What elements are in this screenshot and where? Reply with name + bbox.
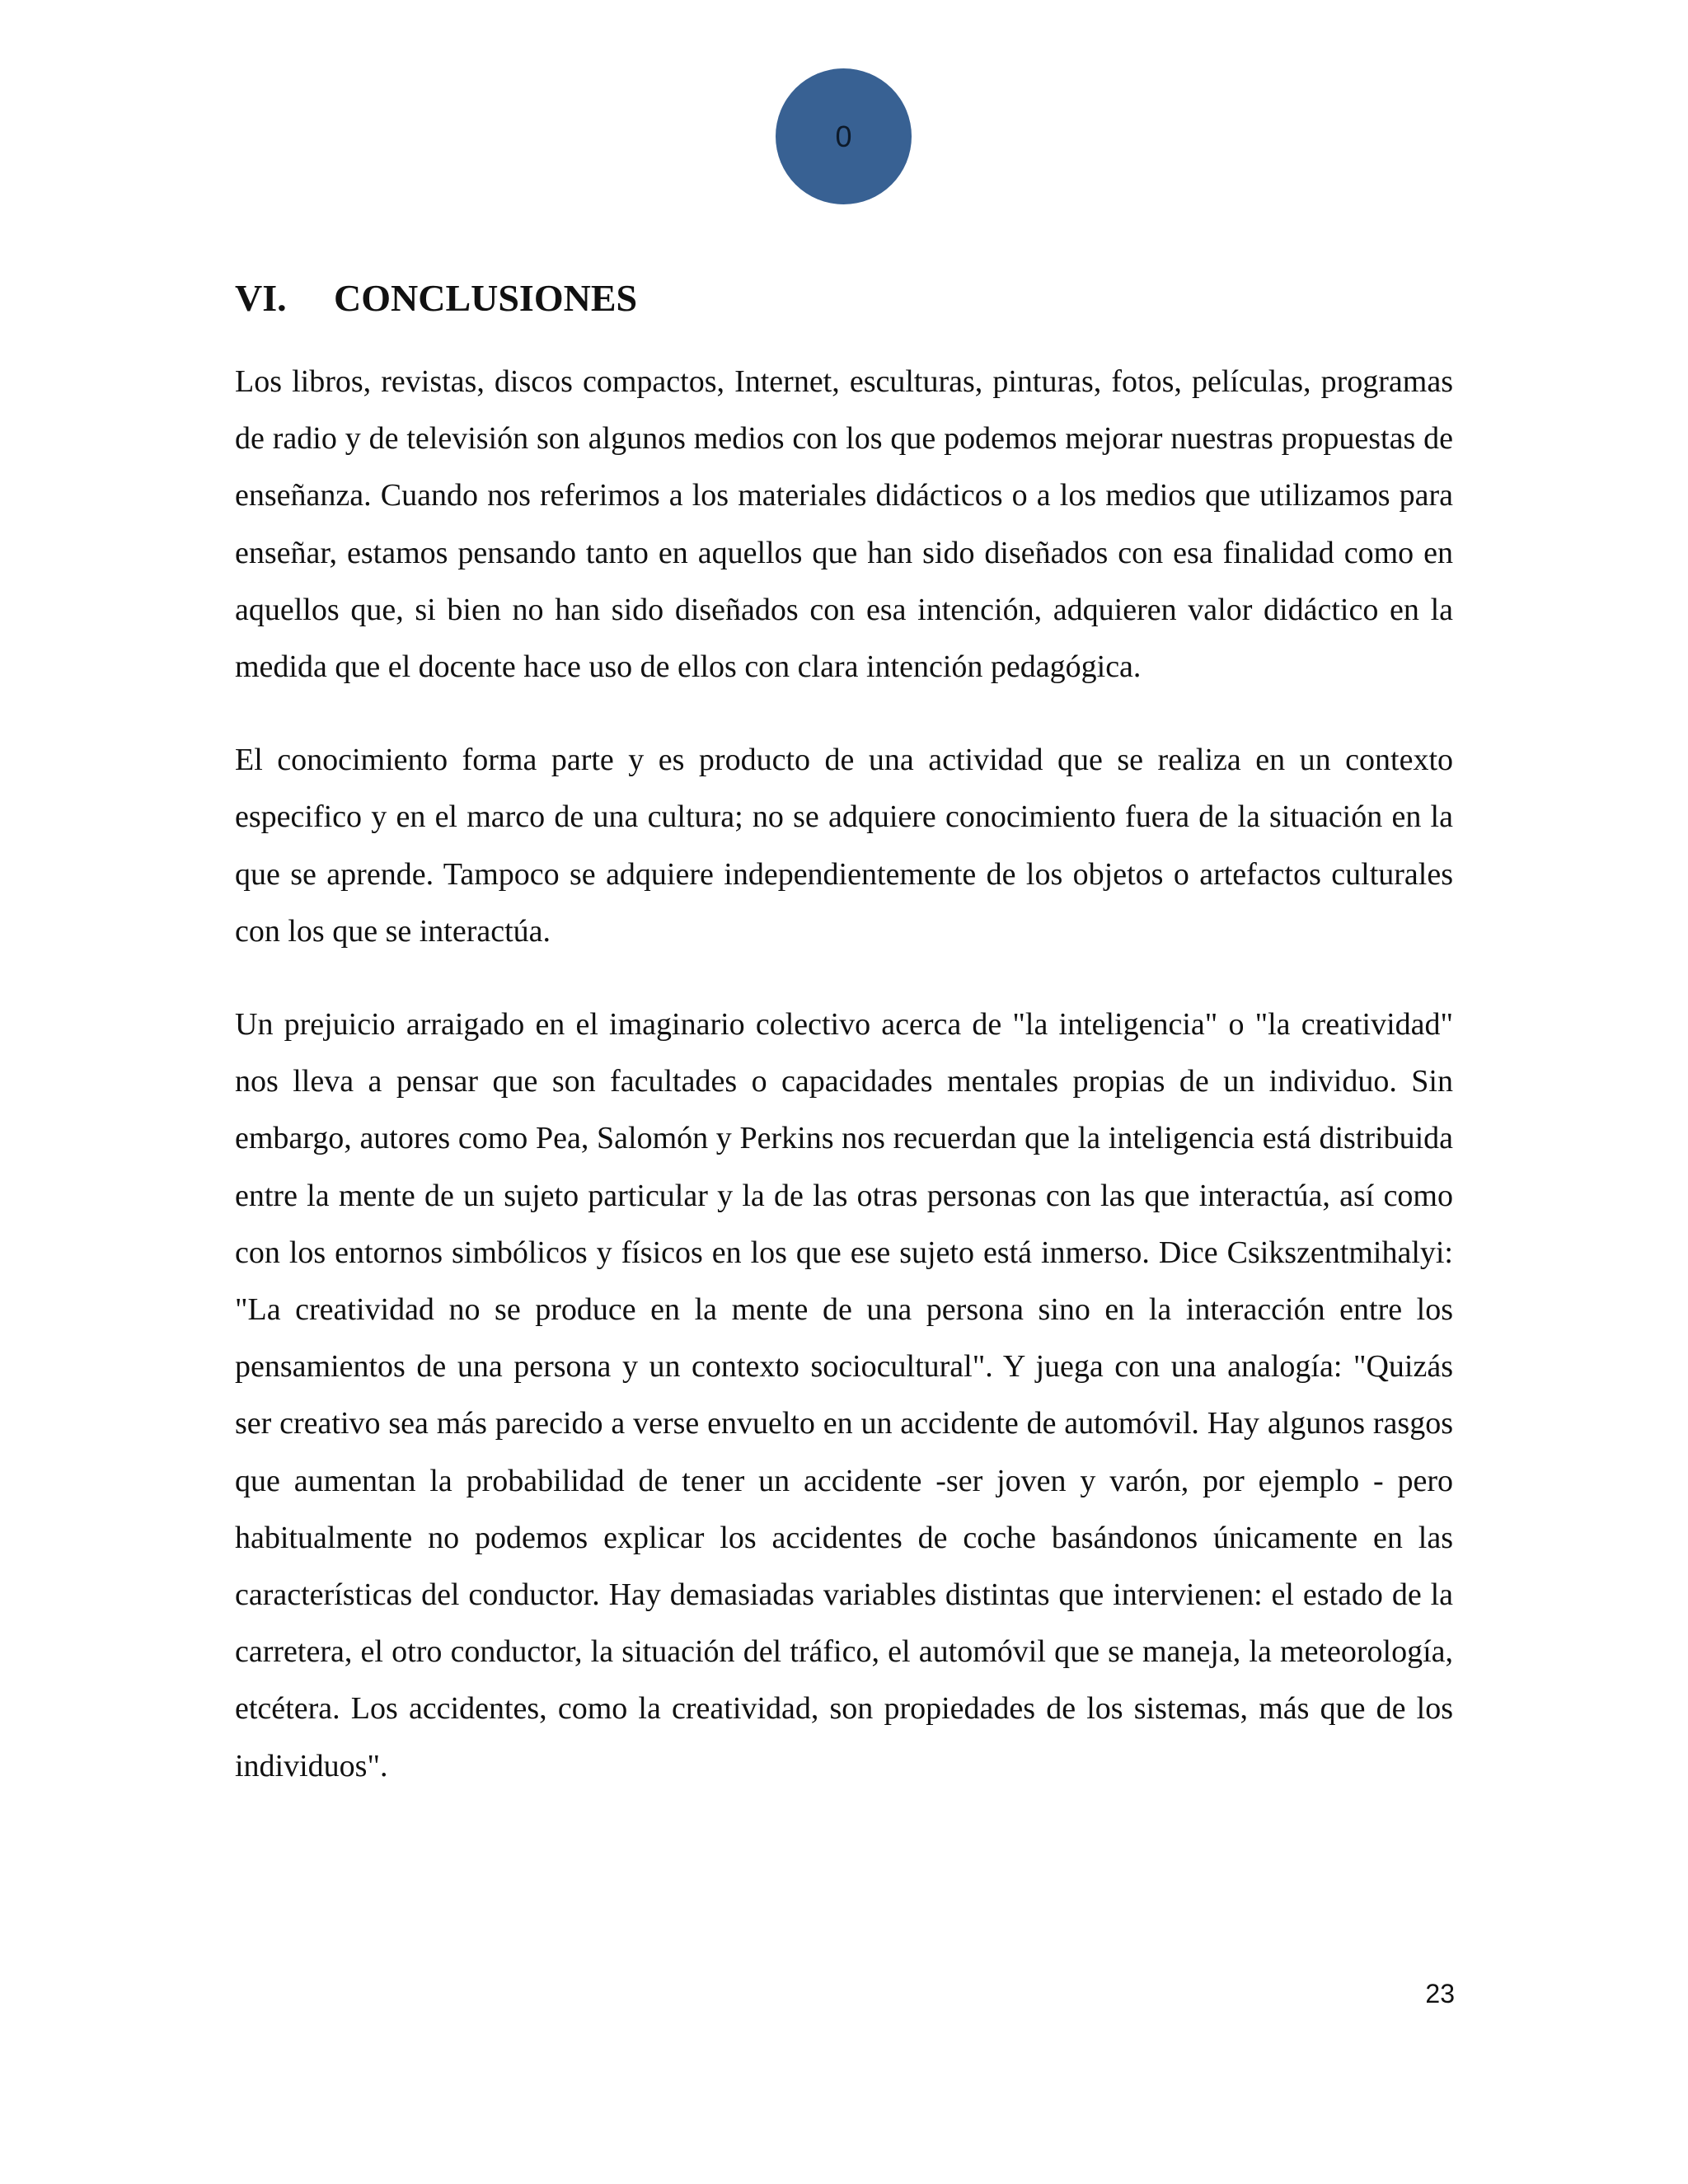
section-title: CONCLUSIONES <box>334 277 638 319</box>
section-heading <box>235 268 1453 329</box>
page-badge <box>776 68 912 204</box>
page-badge-text: 0 <box>835 119 852 153</box>
paragraph-2: El conocimiento forma parte y es producto de una actividad que se realiza en un contexto especifico y en el marco de una cultura; no se adquiere conocimiento fuera de la situación en la que se aprende. Tampoco se adquiere independientemente de los objetos o artefactos culturales con los que se interactúa. <box>235 743 1453 949</box>
section-number: VI. <box>235 277 287 319</box>
document-body <box>235 268 1453 1831</box>
page-number: 23 <box>1425 1979 1455 2008</box>
paragraph-3: Un prejuicio arraigado en el imaginario colectivo acerca de "la inteligencia" o "la creatividad" nos lleva a pensar que son facultades o capacidades mentales propias de un individuo. Sin embargo, autores como Pea, Salomón y Perkins nos recuerdan que la inteligencia está distribuida entre la mente de un sujeto particular y la de las otras personas con las que interactúa, así como con los entornos simbólicos y físicos en los que ese sujeto está inmerso. Dice Csikszentmihalyi: "La creatividad no se produce en la mente de una persona sino en la interacción entre los pensamientos de una persona y un contexto sociocultural". Y juega con una analogía: "Quizás ser creativo sea más parecido a verse envuelto en un accidente de automóvil. Hay algunos rasgos que aumentan la probabilidad de tener un accidente -ser joven y varón, por ejemplo - pero habitualmente no podemos explicar los accidentes de coche basándonos únicamente en las características del conductor. Hay demasiadas variables distintas que intervienen: el estado de la carretera, el otro conductor, la situación del tráfico, el automóvil que se maneja, la meteorología, etcétera. Los accidentes, como la creatividad, son propiedades de los sistemas, más que de los individuos". <box>235 1007 1453 1783</box>
paragraph-1: Los libros, revistas, discos compactos, Internet, esculturas, pinturas, fotos, películas, programas de radio y de televisión son algunos medios con los que podemos mejorar nuestras propuestas de enseñanza. Cuando nos referimos a los materiales didácticos o a los medios que utilizamos para enseñar, estamos pensando tanto en aquellos que han sido diseñados con esa finalidad como en aquellos que, si bien no han sido diseñados con esa intención, adquieren valor didáctico en la medida que el docente hace uso de ellos con clara intención pedagógica. <box>235 364 1453 685</box>
